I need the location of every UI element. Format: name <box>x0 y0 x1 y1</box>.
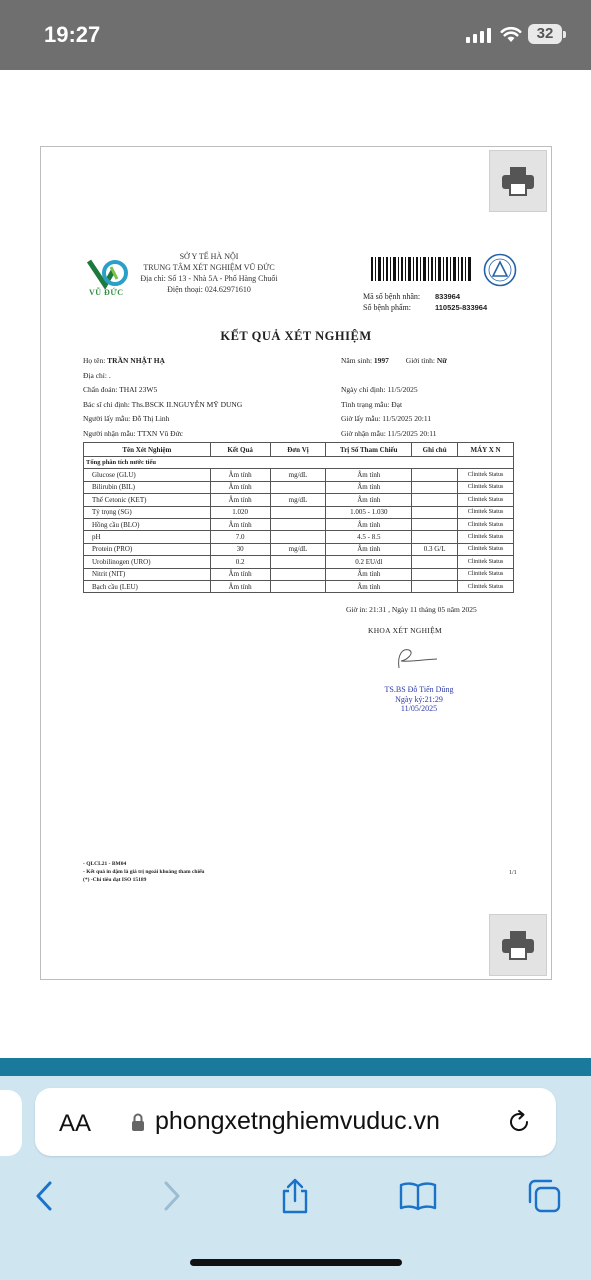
table-cell <box>412 469 458 481</box>
table-row <box>84 506 514 518</box>
table-header: Kết Quả <box>210 443 270 457</box>
table-cell: Clinitek Status <box>458 481 514 493</box>
table-cell <box>412 568 458 580</box>
patient-codes <box>363 291 487 313</box>
signature-icon <box>389 644 445 674</box>
tabs-button[interactable] <box>524 1176 564 1216</box>
bookmarks-button[interactable] <box>398 1176 438 1216</box>
print-button-bottom[interactable] <box>489 914 547 976</box>
table-cell: Clinitek Status <box>458 543 514 555</box>
table-cell: mg/dL <box>270 543 326 555</box>
table-cell <box>270 568 326 580</box>
table-header: Ghi chú <box>412 443 458 457</box>
diagnosis: Chẩn đoán: THAI 23W5 <box>83 385 158 394</box>
patient-code: 833964 <box>435 292 461 301</box>
table-cell: Âm tính <box>210 469 270 481</box>
table-cell: 30 <box>210 543 270 555</box>
patient-name: TRẦN NHẬT HẠ <box>107 356 165 365</box>
patient-address: Địa chỉ: . <box>83 370 111 380</box>
patient-info-right <box>341 354 447 441</box>
results-table <box>83 442 514 593</box>
patient-code-label: Mã số bệnh nhân: <box>363 292 421 301</box>
footer-line: - Kết quả in đậm là giá trị ngoài khoảng tham chiếu <box>83 869 205 875</box>
table-cell: Âm tính <box>326 568 412 580</box>
sample-status: Tình trạng mẫu: Đạt <box>341 399 403 409</box>
cellular-signal-icon <box>466 27 491 43</box>
signer-block <box>359 685 479 714</box>
page-bottom-band <box>0 1058 591 1078</box>
table-cell: Clinitek Status <box>458 580 514 592</box>
table-cell: Âm tính <box>210 481 270 493</box>
patient-info-left <box>83 354 242 441</box>
table-cell: Âm tính <box>326 469 412 481</box>
printer-icon <box>501 930 535 960</box>
lock-icon <box>131 1112 145 1132</box>
table-cell <box>270 481 326 493</box>
signer-name: TS.BS Đỗ Tiến Dũng <box>384 685 454 694</box>
table-cell <box>270 531 326 543</box>
back-button[interactable] <box>24 1176 64 1216</box>
table-cell: 0.3 G/L <box>412 543 458 555</box>
table-cell: Bilirubin (BIL) <box>84 481 211 493</box>
address-bar[interactable] <box>35 1088 556 1156</box>
table-cell <box>270 580 326 592</box>
reload-icon[interactable] <box>505 1108 533 1136</box>
table-cell <box>412 556 458 568</box>
url-text[interactable]: phongxetnghiemvuduc.vn <box>155 1107 440 1135</box>
table-group-row <box>84 457 514 469</box>
signed-time: Ngày ký:21:29 <box>395 694 443 704</box>
table-cell <box>270 556 326 568</box>
previous-tab-preview[interactable] <box>0 1090 22 1156</box>
table-cell: Clinitek Status <box>458 469 514 481</box>
vu-duc-logo-icon <box>87 257 133 289</box>
table-cell: Tỷ trọng (SG) <box>84 506 211 518</box>
status-time: 19:27 <box>44 22 101 47</box>
sampler: Người lấy mẫu: Đỗ Thị Linh <box>83 414 170 423</box>
table-cell <box>412 531 458 543</box>
table-cell: Âm tính <box>210 568 270 580</box>
table-header-row <box>84 443 514 457</box>
forward-button[interactable] <box>152 1176 192 1216</box>
chevron-left-icon <box>34 1180 54 1212</box>
name-label: Họ tên: <box>83 356 106 365</box>
battery-icon: 32 <box>528 24 562 44</box>
accreditation-seal-icon <box>483 253 517 287</box>
barcode-icon <box>371 257 471 281</box>
sample-no-label: Số bệnh phẩm: <box>363 303 411 312</box>
signed-date: 11/05/2025 <box>400 704 438 713</box>
share-icon <box>279 1177 311 1215</box>
tabs-icon <box>526 1178 562 1214</box>
table-cell: pH <box>84 531 211 543</box>
table-row <box>84 469 514 481</box>
book-icon <box>398 1180 438 1212</box>
table-cell: 0.2 EU/dl <box>326 556 412 568</box>
page-number: 1/1 <box>509 870 517 876</box>
lab-result-document <box>40 146 552 980</box>
table-cell: 0.2 <box>210 556 270 568</box>
table-cell: Âm tính <box>210 494 270 506</box>
table-header: MÁY X N <box>458 443 514 457</box>
share-button[interactable] <box>275 1176 315 1216</box>
table-cell: 4.5 - 8.5 <box>326 531 412 543</box>
print-time: Giờ in: 21:31 , Ngày 11 tháng 05 năm 2025 <box>346 605 477 614</box>
table-cell: 7.0 <box>210 531 270 543</box>
center-phone: Điện thoại: 024.62971610 <box>167 285 251 294</box>
table-row <box>84 543 514 555</box>
chevron-right-icon <box>162 1180 182 1212</box>
footer-line: - QLCL21 - BM04 <box>83 861 127 867</box>
table-cell: Clinitek Status <box>458 506 514 518</box>
org-line: SỞ Y TẾ HÀ NỘI <box>179 252 239 261</box>
table-header: Tên Xét Nghiệm <box>84 443 211 457</box>
sample-time: Giờ lấy mẫu: 11/5/2025 20:11 <box>341 414 432 423</box>
table-header: Đơn Vị <box>270 443 326 457</box>
table-cell: Clinitek Status <box>458 568 514 580</box>
table-cell <box>412 580 458 592</box>
table-cell: Clinitek Status <box>458 518 514 530</box>
print-button-top[interactable] <box>489 150 547 212</box>
order-date: Ngày chỉ định: 11/5/2025 <box>341 385 418 394</box>
footer-line: (*) -Chỉ tiêu đạt ISO 15189 <box>83 877 147 883</box>
wifi-icon <box>500 24 522 44</box>
table-row <box>84 518 514 530</box>
table-cell: Nitrit (NIT) <box>84 568 211 580</box>
gender: Nữ <box>436 356 447 365</box>
table-cell: Glucose (GLU) <box>84 469 211 481</box>
table-cell: 1.005 - 1.030 <box>326 506 412 518</box>
table-cell: Clinitek Status <box>458 556 514 568</box>
document-title: KẾT QUẢ XÉT NGHIỆM <box>220 329 372 343</box>
table-cell: Âm tính <box>326 518 412 530</box>
table-cell <box>412 494 458 506</box>
table-cell: 1.020 <box>210 506 270 518</box>
table-cell: Âm tính <box>210 518 270 530</box>
table-cell: Urobilinogen (URO) <box>84 556 211 568</box>
sample-no: 110525-833964 <box>435 303 488 312</box>
home-indicator[interactable] <box>190 1259 402 1266</box>
center-address: Địa chỉ: Số 13 - Nhà 5A - Phố Hàng Chuối <box>140 274 278 283</box>
printer-icon <box>501 166 535 196</box>
table-row <box>84 494 514 506</box>
table-cell: Thể Cetonic (KET) <box>84 494 211 506</box>
table-cell: Clinitek Status <box>458 494 514 506</box>
table-cell <box>270 506 326 518</box>
table-cell <box>412 518 458 530</box>
group-label: Tổng phân tích nước tiểu <box>84 457 514 469</box>
table-cell: Hồng cầu (BLO) <box>84 518 211 530</box>
table-row <box>84 568 514 580</box>
table-cell: Âm tính <box>210 580 270 592</box>
center-name: TRUNG TÂM XÉT NGHIỆM VŨ ĐỨC <box>143 263 275 272</box>
table-cell: Âm tính <box>326 494 412 506</box>
receive-time: Giờ nhận mẫu: 11/5/2025 20:11 <box>341 428 437 438</box>
ordering-doctor: Bác sĩ chỉ định: Ths.BSCK II.NGUYỄN MỸ DUNG <box>83 399 243 409</box>
table-row <box>84 556 514 568</box>
text-size-button[interactable]: AA <box>59 1110 92 1137</box>
table-row <box>84 481 514 493</box>
table-cell: Âm tính <box>326 580 412 592</box>
table-cell <box>270 518 326 530</box>
birth-year: 1997 <box>373 356 389 365</box>
table-cell: Protein (PRO) <box>84 543 211 555</box>
table-cell <box>412 506 458 518</box>
table-row <box>84 531 514 543</box>
center-header <box>134 251 284 295</box>
table-header: Trị Số Tham Chiếu <box>326 443 412 457</box>
table-cell <box>412 481 458 493</box>
table-row <box>84 580 514 592</box>
table-cell: mg/dL <box>270 469 326 481</box>
status-bar <box>0 0 591 70</box>
table-cell: Âm tính <box>326 543 412 555</box>
table-cell: mg/dL <box>270 494 326 506</box>
document-footer <box>83 860 204 884</box>
receiver: Người nhận mẫu: TTXN Vũ Đức <box>83 428 183 438</box>
gender-label: Giới tính: <box>405 356 435 365</box>
department: KHOA XÉT NGHIỆM <box>368 626 442 635</box>
logo-text: VŨ ĐỨC <box>89 288 124 297</box>
birth-label: Năm sinh: <box>341 356 373 365</box>
table-cell: Bạch cầu (LEU) <box>84 580 211 592</box>
table-cell: Clinitek Status <box>458 531 514 543</box>
table-cell: Âm tính <box>326 481 412 493</box>
